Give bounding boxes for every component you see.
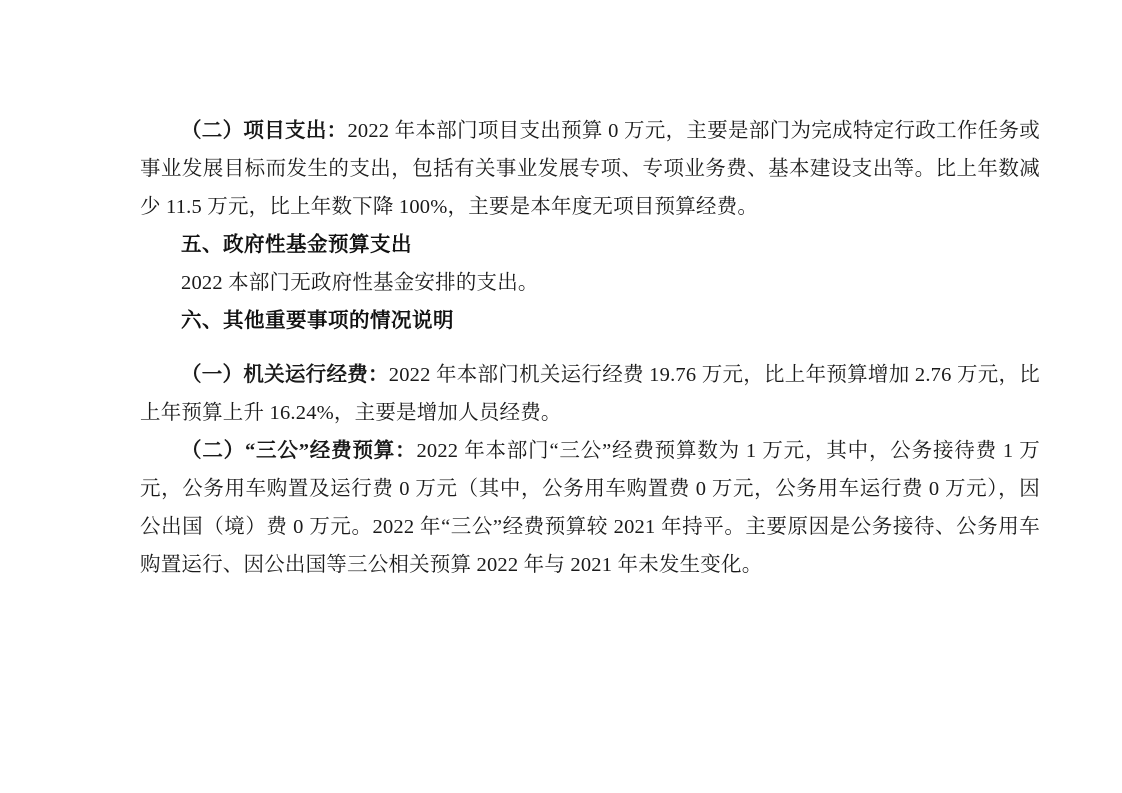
paragraph-three-public-expense: [140, 432, 1040, 584]
page-content: [140, 112, 1040, 584]
paragraph-body-operating-expense: 2022 年本部门机关运行经费 19.76 万元，比上年预算增加 2.76 万元，比上年预算上升 16.24%，主要是增加人员经费。: [140, 364, 1040, 424]
paragraph-lead-three-public-expense: （二）“三公”经费预算：: [181, 440, 417, 462]
paragraph-body-government-fund: 2022 本部门无政府性基金安排的支出。: [181, 272, 539, 294]
paragraph-body-project-expenditure: 2022 年本部门项目支出预算 0 万元，主要是部门为完成特定行政工作任务或事业发展目标而发生的支出，包括有关事业发展专项、专项业务费、基本建设支出等。比上年数减少 11.5 万元，比上年数下降 100%，主要是本年度无项目预算经费。: [140, 120, 1040, 218]
paragraph-lead-operating-expense: （一）机关运行经费：: [181, 364, 389, 386]
paragraph-lead-project-expenditure: （二）项目支出：: [181, 120, 348, 142]
heading-government-fund-budget: 五、政府性基金预算支出: [181, 234, 412, 256]
paragraph-project-expenditure: [140, 112, 1040, 226]
paragraph-operating-expense: [140, 356, 1040, 432]
spacer-before-operating-expense: [140, 340, 1040, 356]
paragraph-body-three-public-expense: 2022 年本部门“三公”经费预算数为 1 万元，其中，公务接待费 1 万元，公务用车购置及运行费 0 万元（其中，公务用车购置费 0 万元，公务用车运行费 0 万元），因公出国（境）费 0 万元。2022 年“三公”经费预算较 2021 年持平。主要原因是公务接待、公务用车购置运行、因公出国等三公相关预算 2022 年与 2021 年未发生变化。: [140, 440, 1040, 576]
heading-other-important-matters: 六、其他重要事项的情况说明: [181, 310, 454, 332]
paragraph-government-fund: [140, 264, 1040, 302]
